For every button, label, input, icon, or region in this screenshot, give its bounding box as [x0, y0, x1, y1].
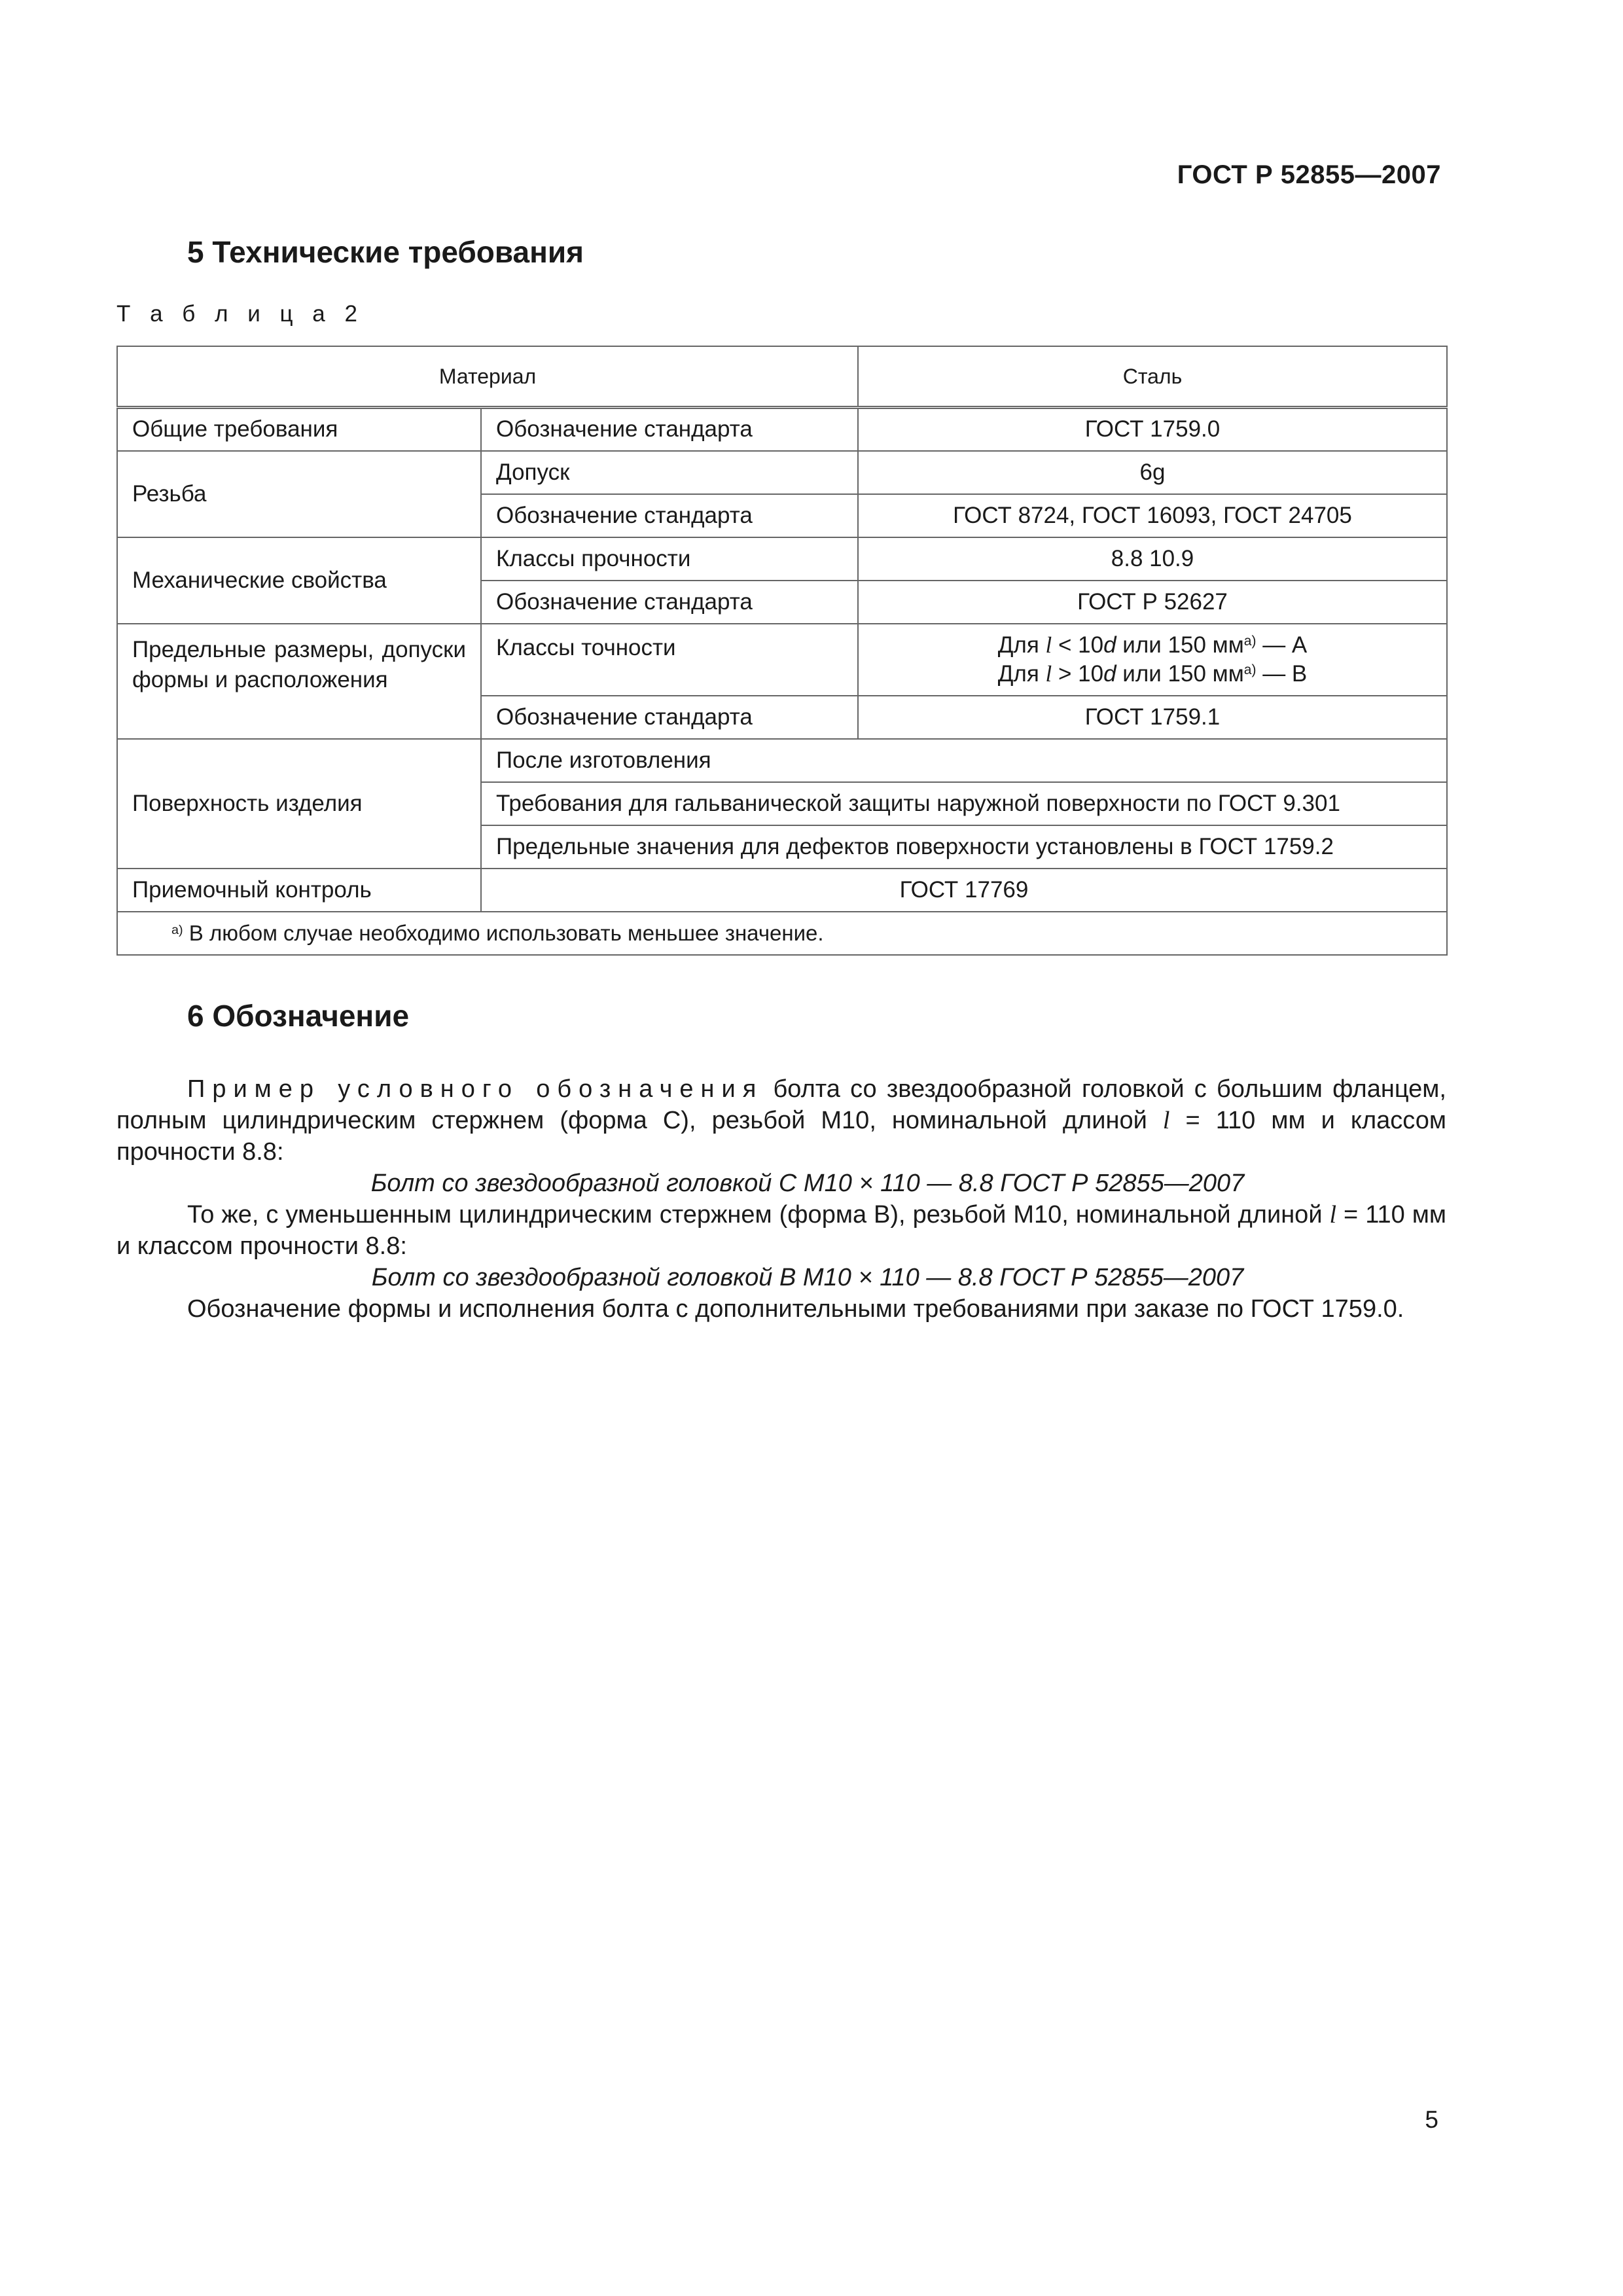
table-row	[117, 739, 1447, 782]
row-group-label: Общие требования	[117, 408, 481, 451]
row-param-label: Классы прочности	[481, 537, 858, 581]
row-group-label: Поверхность изделия	[117, 739, 481, 869]
row-value: ГОСТ 1759.1	[858, 696, 1447, 739]
row-param-label: Обозначение стандарта	[481, 408, 858, 451]
table-row	[117, 451, 1447, 494]
row-param-label: Обозначение стандарта	[481, 696, 858, 739]
table-header-material: Материал	[117, 346, 858, 408]
row-param-label: Допуск	[481, 451, 858, 494]
section-6-heading: 6 Обозначение	[187, 999, 410, 1033]
paragraph: Обозначение формы и исполнения болта с дополнительными требованиями при заказе по ГОСТ 1759.0.	[187, 1295, 1404, 1323]
row-group-label: Предельные размеры, допуски формы и расположения	[117, 624, 481, 739]
row-group-label: Механические свойства	[117, 537, 481, 624]
row-value: ГОСТ 17769	[481, 869, 1447, 912]
table-row	[117, 624, 1447, 696]
accuracy-classes-value	[858, 624, 1447, 696]
table-header-steel: Сталь	[858, 346, 1447, 408]
row-param-label: Классы точности	[481, 624, 858, 696]
requirements-table	[116, 346, 1448, 956]
table-row	[117, 408, 1447, 451]
row-value: ГОСТ Р 52627	[858, 581, 1447, 624]
document-code-header: ГОСТ Р 52855—2007	[1177, 160, 1441, 189]
row-param-label: Обозначение стандарта	[481, 581, 858, 624]
table-row	[117, 537, 1447, 581]
row-value: 8.8 10.9	[858, 537, 1447, 581]
paragraph: Пример условного обозначения болта со звездообразной головкой с большим фланцем, полным цилиндрическим стержнем (форма С), резьбой М10, номинальной длиной l = 110 мм и классом прочности 8.8:	[116, 1075, 1446, 1166]
table-footnote: $^{а)}$ В любом случае необходимо использовать меньшее значение.	[117, 912, 1447, 955]
row-param-label: Обозначение стандарта	[481, 494, 858, 537]
designation-example-2: Болт со звездообразной головкой В М10 × 110 — 8.8 ГОСТ Р 52855—2007	[371, 1264, 1244, 1291]
table-row	[117, 869, 1447, 912]
page-number: 5	[1425, 2106, 1438, 2133]
section-6-body	[116, 1073, 1446, 1325]
paragraph: То же, с уменьшенным цилиндрическим стержнем (форма В), резьбой М10, номинальной длиной l = 110 мм и классом прочности 8.8:	[116, 1201, 1446, 1260]
row-group-label: Резьба	[117, 451, 481, 537]
row-value: ГОСТ 1759.0	[858, 408, 1447, 451]
designation-example-1: Болт со звездообразной головкой С М10 × 110 — 8.8 ГОСТ Р 52855—2007	[370, 1170, 1245, 1197]
row-wide-value: Требования для гальванической защиты наружной поверхности по ГОСТ 9.301	[481, 782, 1447, 825]
row-wide-value: После изготовления	[481, 739, 1447, 782]
row-value: ГОСТ 8724, ГОСТ 16093, ГОСТ 24705	[858, 494, 1447, 537]
accuracy-line-a: Для l < 10d или 150 $мм^{а)}$ — А	[997, 632, 1308, 658]
accuracy-line-b: Для l > 10d или 150 $мм^{а)}$ — В	[997, 660, 1308, 687]
row-value: 6g	[858, 451, 1447, 494]
section-5-heading: 5 Технические требования	[187, 235, 584, 269]
table-footnote-row	[117, 912, 1447, 955]
row-wide-value: Предельные значения для дефектов поверхности установлены в ГОСТ 1759.2	[481, 825, 1447, 869]
row-group-label: Приемочный контроль	[117, 869, 481, 912]
table-caption: Т а б л и ц а 2	[116, 301, 364, 327]
